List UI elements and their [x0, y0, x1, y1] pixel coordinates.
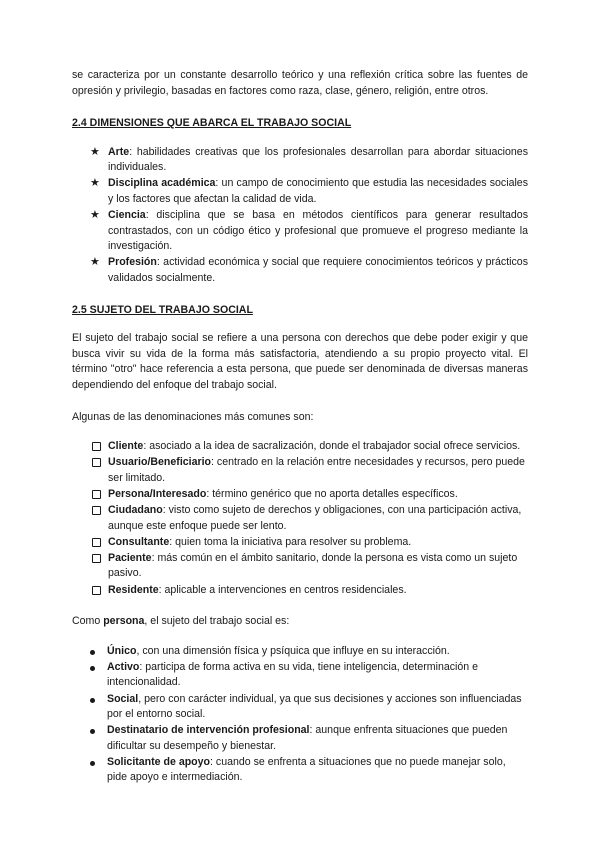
- star-bullet-icon: ★: [90, 145, 100, 158]
- dot-bullet-icon: [90, 729, 95, 734]
- checkbox-icon: [92, 538, 101, 547]
- item-term: Disciplina académica: [108, 177, 216, 190]
- star-bullet-icon: ★: [90, 209, 100, 222]
- list-item: [92, 503, 528, 534]
- item-term: Persona/Interesado: [108, 487, 207, 500]
- item-term: Paciente: [108, 551, 152, 564]
- item-term: Social: [107, 692, 139, 705]
- item-text: : participa de forma activa en su vida, tiene inteligencia, determinación e intencionalidad.: [107, 660, 478, 689]
- sujeto-paragraph: El sujeto del trabajo social se refiere a una persona con derechos que debe poder exigir y que busca vivir su vida de la forma más satisfactoria, atendiendo a su propio proyecto vital. El término "otro" hace referencia a esta persona, que puede ser denominada de diversas maneras dependiendo del enfoque del trabajo social.: [72, 332, 528, 391]
- list-item: [89, 692, 528, 723]
- persona-lead-post: , el sujeto del trabajo social es:: [144, 615, 290, 628]
- list-item: [89, 660, 528, 691]
- item-term: Ciencia: [108, 209, 146, 222]
- list-item: [90, 208, 528, 255]
- denominaciones-lead: Algunas de las denominaciones más comunes son:: [72, 410, 314, 423]
- persona-lead-term: persona: [103, 615, 145, 628]
- denominaciones-list: [92, 439, 528, 598]
- item-text: : aunque enfrenta situaciones que pueden dificultar su desempeño y bienestar.: [107, 724, 508, 752]
- list-item: [90, 145, 528, 176]
- item-text: : aplicable a intervenciones en centros residenciales.: [158, 583, 407, 596]
- star-bullet-icon: ★: [90, 256, 100, 269]
- dot-bullet-icon: [90, 650, 95, 655]
- checkbox-icon: [92, 554, 101, 563]
- item-text: , con una dimensión física y psíquica que influye en su interacción.: [136, 644, 450, 657]
- item-text: : más común en el ámbito sanitario, donde la persona es vista como un sujeto pasivo.: [108, 551, 518, 580]
- item-term: Activo: [107, 660, 140, 673]
- item-term: Consultante: [108, 535, 170, 548]
- item-term: Usuario/Beneficiario: [108, 456, 212, 469]
- intro-paragraph: se caracteriza por un constante desarrollo teórico y una reflexión crítica sobre las fuentes de opresión y privilegio, basadas en factores como raza, clase, género, religión, entre otros.: [72, 69, 528, 97]
- list-item: [90, 255, 528, 286]
- list-item: [89, 755, 528, 786]
- list-item: [92, 583, 528, 599]
- section-heading-dimensiones: 2.4 DIMENSIONES QUE ABARCA EL TRABAJO SOCIAL: [72, 117, 352, 130]
- item-term: Profesión: [108, 256, 157, 269]
- item-term: Solicitante de apoyo: [107, 755, 211, 768]
- checkbox-icon: [92, 458, 101, 467]
- list-item: [92, 535, 528, 551]
- item-text: : asociado a la idea de sacralización, donde el trabajador social ofrece servicios.: [143, 440, 521, 453]
- item-text: : habilidades creativas que los profesionales desarrollan para abordar situaciones individuales.: [108, 145, 528, 174]
- dot-bullet-icon: [90, 761, 95, 766]
- list-item: [92, 439, 528, 455]
- list-item: [89, 723, 528, 754]
- checkbox-icon: [92, 586, 101, 595]
- item-text: : un campo de conocimiento que estudia las necesidades sociales y los factores que afectan la calidad de vida.: [108, 177, 528, 206]
- list-item: [92, 551, 528, 582]
- section-heading-sujeto: 2.5 SUJETO DEL TRABAJO SOCIAL: [72, 303, 253, 316]
- caracteristicas-list: [89, 644, 528, 786]
- list-item: [92, 455, 528, 486]
- dot-bullet-icon: [90, 698, 95, 703]
- item-term: Residente: [108, 583, 159, 596]
- document-page: [72, 68, 528, 787]
- item-text: : actividad económica y social que requiere conocimientos teóricos y prácticos validados socialmente.: [108, 256, 528, 285]
- item-text: : cuando se enfrenta a situaciones que no puede manejar solo, pide apoyo e intermediación.: [107, 755, 506, 784]
- checkbox-icon: [92, 490, 101, 499]
- persona-lead-pre: Como: [72, 615, 104, 628]
- item-term: Cliente: [108, 440, 144, 453]
- item-term: Arte: [108, 145, 130, 158]
- item-text: : término genérico que no aporta detalles específicos.: [206, 487, 458, 500]
- dimensiones-list: [90, 145, 528, 287]
- item-text: : visto como sujeto de derechos y obligaciones, con una participación activa, aunque este enfoque puede ser lento.: [108, 504, 522, 532]
- dot-bullet-icon: [90, 666, 95, 671]
- list-item: [92, 487, 528, 503]
- item-text: : disciplina que se basa en métodos científicos para generar resultados contrastados, con un código ético y profesional que promueve el progreso mediante la investigación.: [108, 209, 528, 253]
- list-item: [89, 644, 528, 660]
- star-bullet-icon: ★: [90, 177, 100, 190]
- item-term: Ciudadano: [108, 504, 163, 517]
- item-term: Destinatario de intervención profesional: [107, 724, 310, 737]
- list-item: [90, 176, 528, 207]
- item-text: : quien toma la iniciativa para resolver su problema.: [169, 535, 412, 548]
- item-term: Único: [107, 644, 137, 657]
- persona-lead: [72, 614, 528, 630]
- checkbox-icon: [92, 506, 101, 515]
- item-text: : centrado en la relación entre necesidades y recursos, pero puede ser limitado.: [108, 456, 525, 484]
- item-text: , pero con carácter individual, ya que sus decisiones y acciones son influenciadas por el entorno social.: [107, 692, 522, 721]
- checkbox-icon: [92, 442, 101, 451]
